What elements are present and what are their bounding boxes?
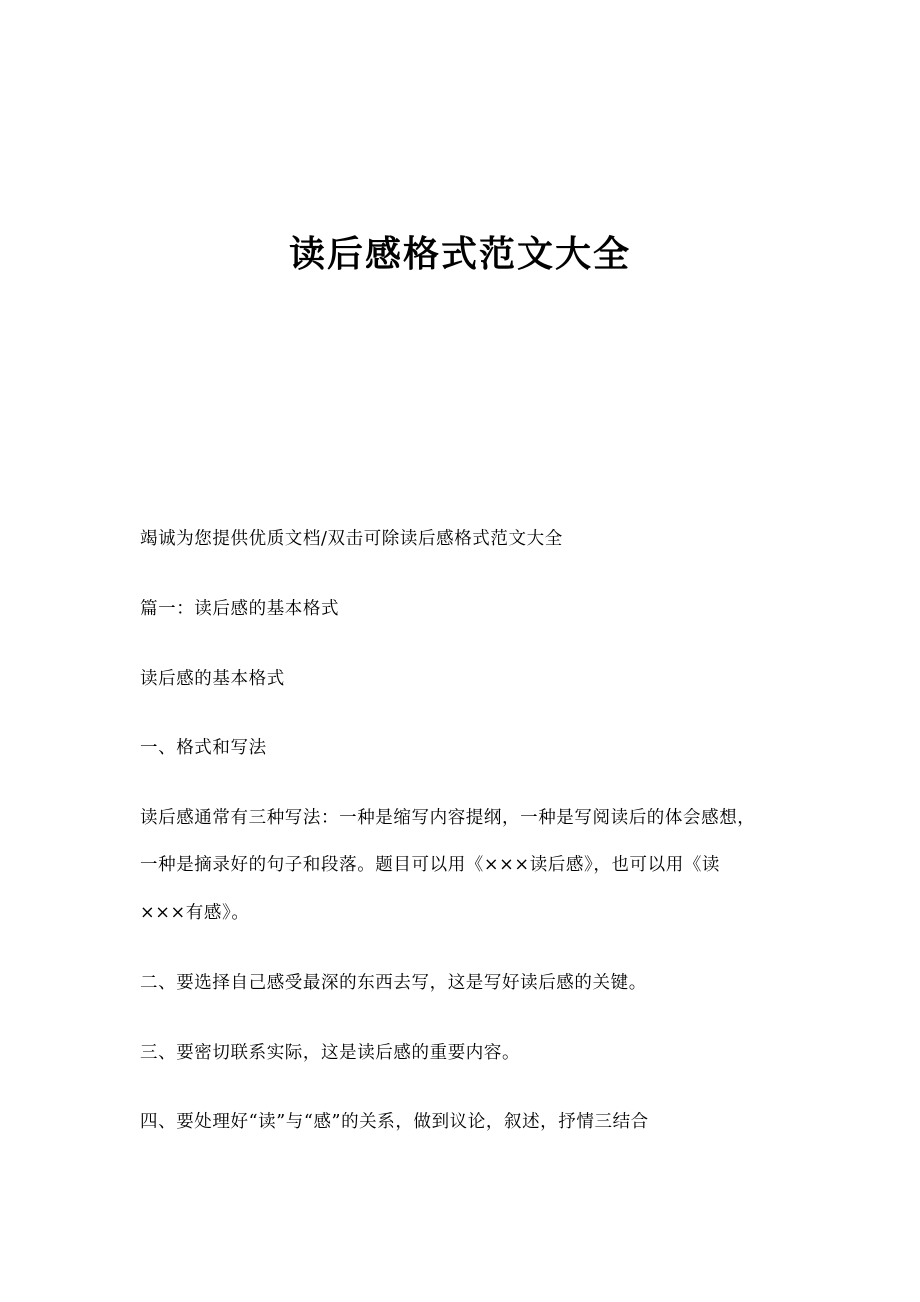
document-title: 读后感格式范文大全 <box>288 233 631 275</box>
chapter-heading: 篇一：读后感的基本格式 <box>140 599 340 619</box>
section-3-text: 三、要密切联系实际，这是读后感的重要内容。 <box>140 1043 521 1063</box>
paragraph-1-line-1: 读后感通常有三种写法：一种是缩写内容提纲，一种是写阅读后的体会感想， <box>140 808 756 828</box>
intro-line: 竭诚为您提供优质文档/双击可除读后感格式范文大全 <box>140 529 563 549</box>
section-4-text: 四、要处理好“读”与“感”的关系，做到议论，叙述，抒情三结合 <box>140 1112 649 1132</box>
subheading: 读后感的基本格式 <box>140 669 285 689</box>
paragraph-1-line-3: ×××有感》。 <box>140 903 250 923</box>
section-2-text: 二、要选择自己感受最深的东西去写，这是写好读后感的关键。 <box>140 973 647 993</box>
paragraph-1-line-2: 一种是摘录好的句子和段落。题目可以用《×××读后感》，也可以用《读 <box>140 855 721 875</box>
section-1-heading: 一、格式和写法 <box>140 738 267 758</box>
